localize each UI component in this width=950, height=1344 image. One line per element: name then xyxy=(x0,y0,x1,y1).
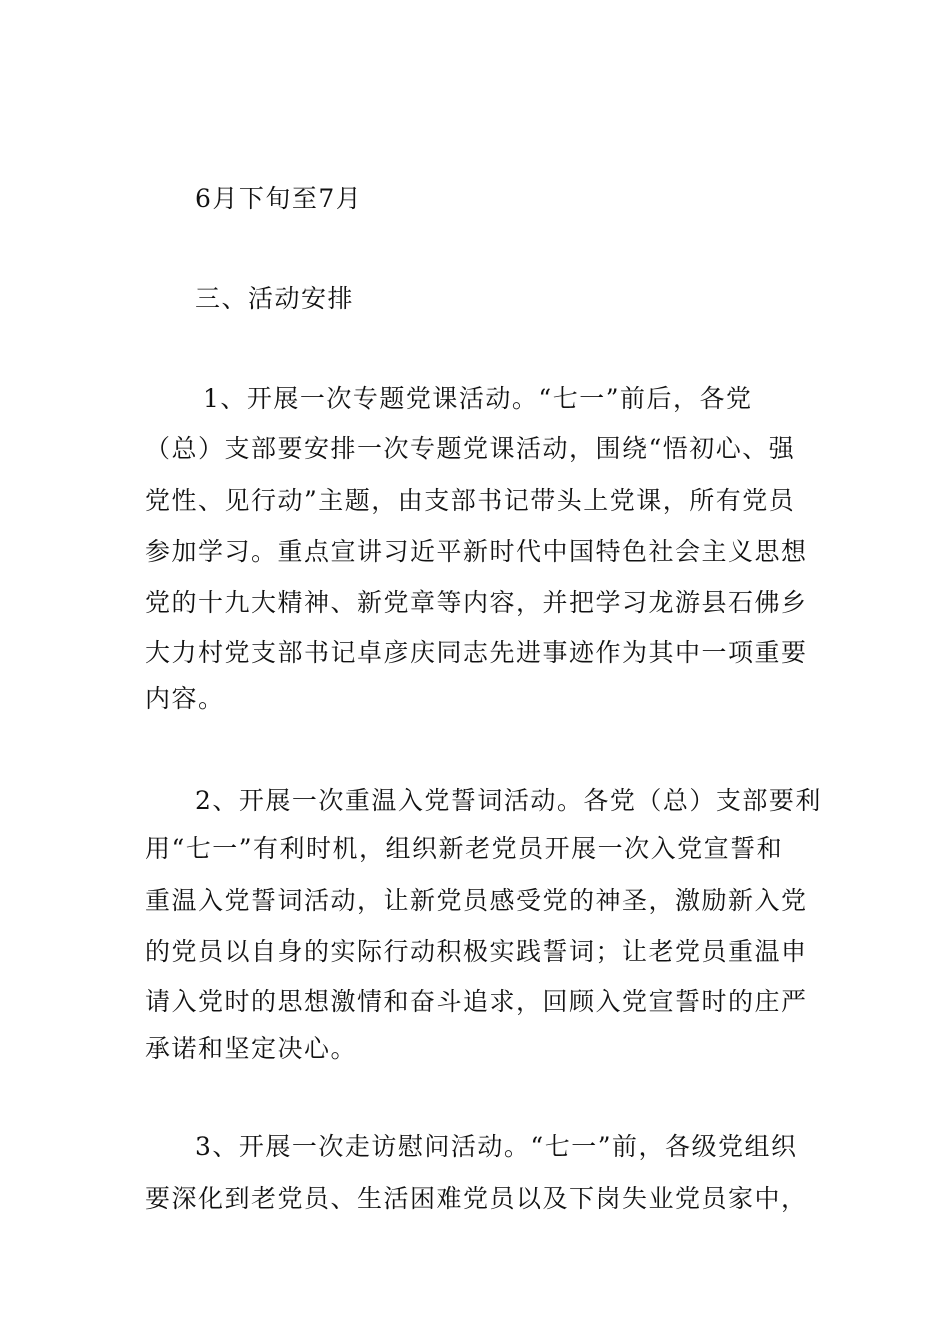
paragraph-line: 重温入党誓词活动，让新党员感受党的神圣，激励新入党 xyxy=(145,886,808,915)
date-range: 6月下旬至7月 xyxy=(195,184,363,213)
paragraph-line: 3、开展一次走访慰问活动。“七一”前，各级党组织 xyxy=(195,1132,798,1161)
paragraph-line: 的党员以自身的实际行动积极实践誓词；让老党员重温申 xyxy=(145,937,808,966)
paragraph-line: 党的十九大精神、新党章等内容，并把学习龙游县石佛乡 xyxy=(145,588,808,617)
paragraph-line: 2、开展一次重温入党誓词活动。各党（总）支部要利 xyxy=(195,786,822,815)
paragraph-line: 参加学习。重点宣讲习近平新时代中国特色社会主义思想 xyxy=(145,537,808,566)
section-heading: 三、活动安排 xyxy=(195,284,355,313)
paragraph-line: 要深化到老党员、生活困难党员以及下岗失业党员家中， xyxy=(145,1184,808,1213)
paragraph-line: 1、开展一次专题党课活动。“七一”前后，各党 xyxy=(203,384,753,413)
paragraph-line: 内容。 xyxy=(145,684,225,713)
paragraph-line: 请入党时的思想激情和奋斗追求，回顾入党宣誓时的庄严 xyxy=(145,987,808,1016)
paragraph-line: 党性、见行动”主题，由支部书记带头上党课，所有党员 xyxy=(145,486,796,515)
paragraph-line: 大力村党支部书记卓彦庆同志先进事迹作为其中一项重要 xyxy=(145,638,808,667)
paragraph-line: （总）支部要安排一次专题党课活动，围绕“悟初心、强 xyxy=(145,434,796,463)
paragraph-line: 承诺和坚定决心。 xyxy=(145,1034,358,1063)
paragraph-line: 用“七一”有利时机，组织新老党员开展一次入党宣誓和 xyxy=(145,834,784,863)
